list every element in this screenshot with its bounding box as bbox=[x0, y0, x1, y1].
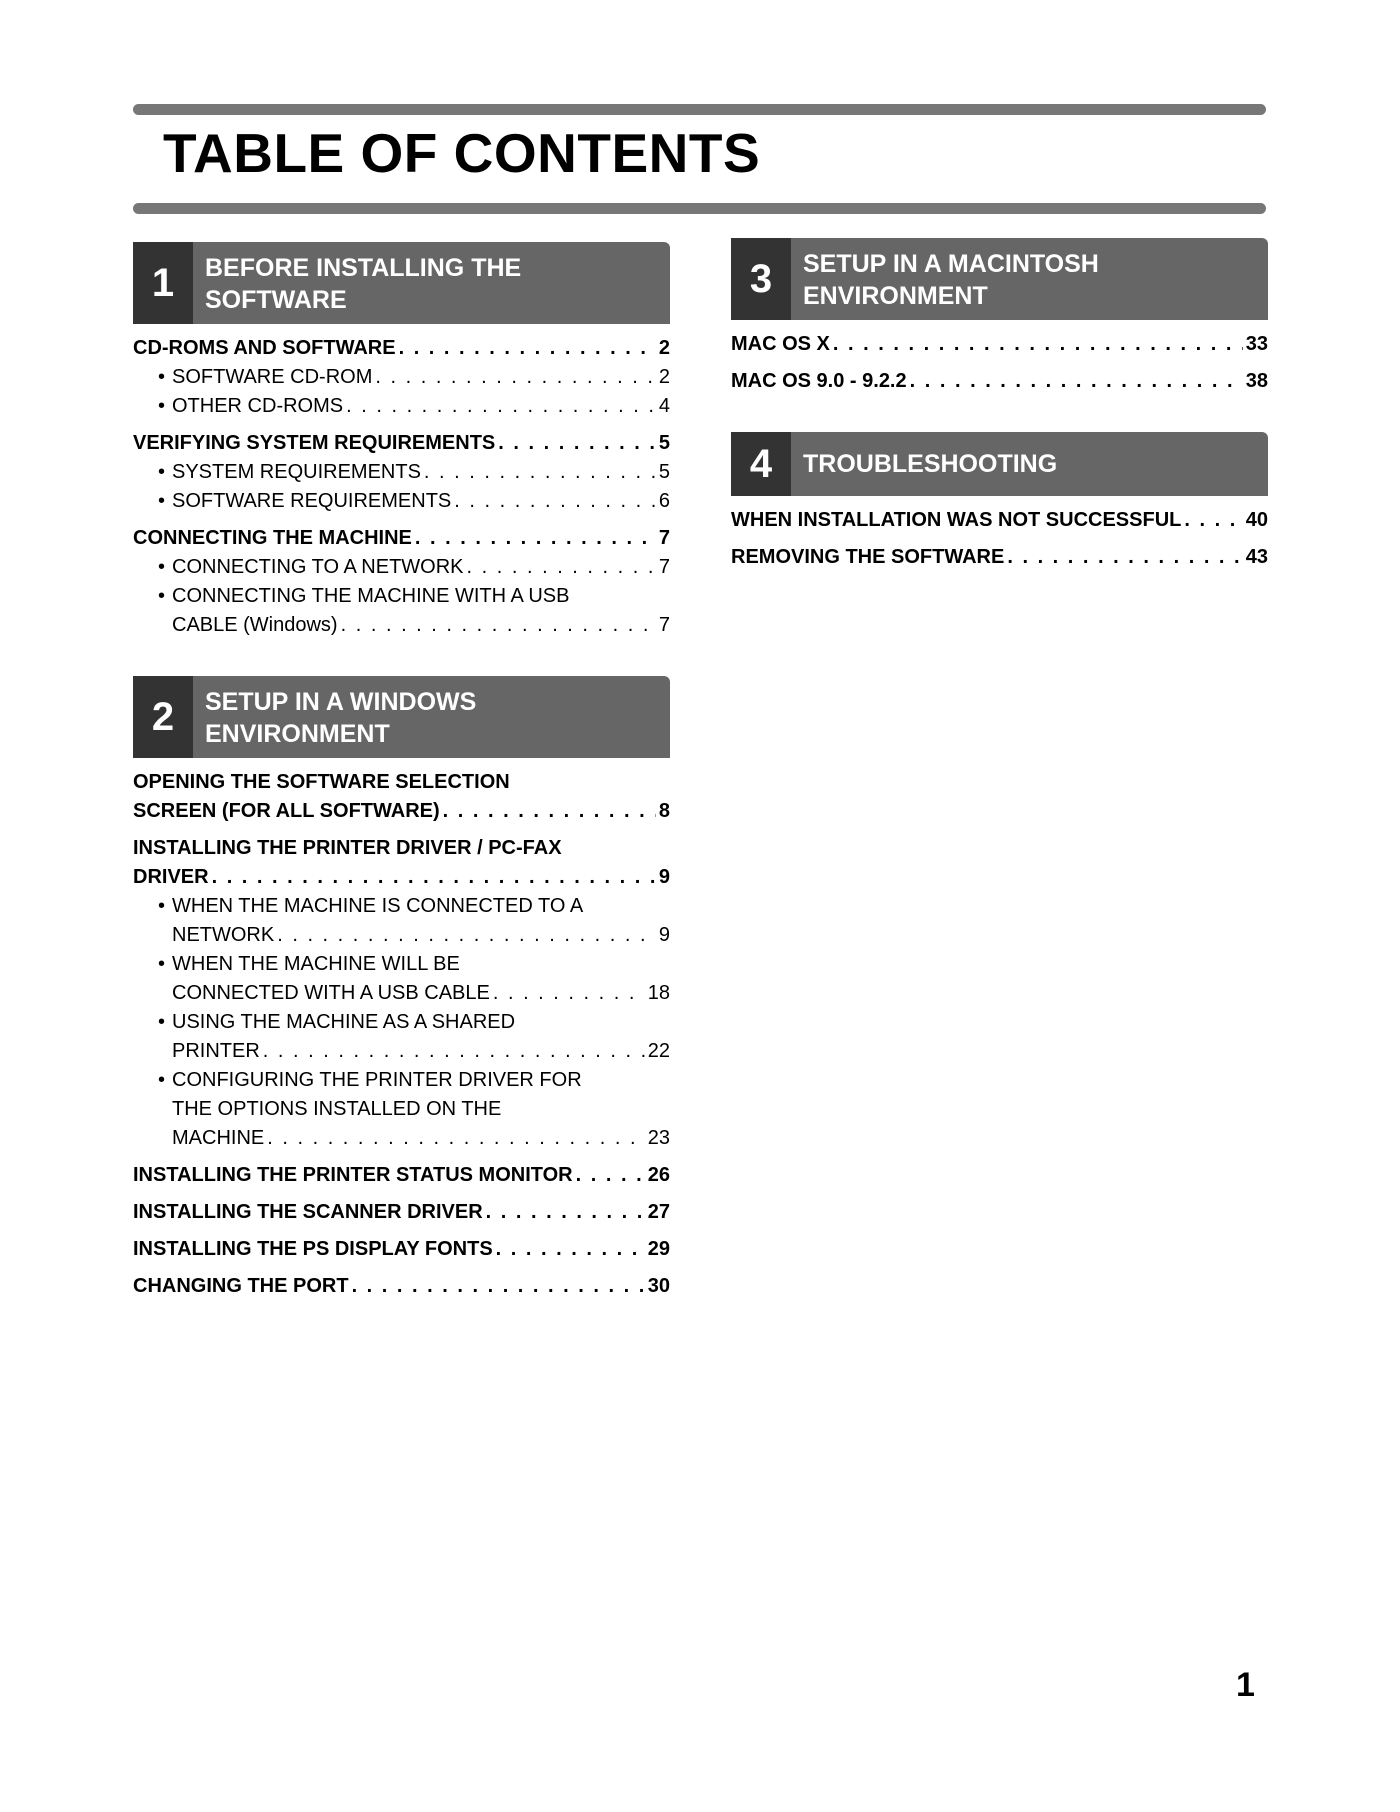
dot-leader bbox=[498, 429, 656, 458]
toc-entry[interactable] bbox=[731, 330, 1268, 359]
page-ref: 9 bbox=[658, 924, 670, 946]
page-ref: 26 bbox=[647, 1164, 670, 1186]
toc-entry[interactable] bbox=[133, 834, 670, 892]
bullet: • bbox=[158, 1011, 166, 1033]
entry-title: INSTALLING THE SCANNER DRIVER bbox=[133, 1201, 483, 1223]
bullet: • bbox=[158, 1069, 166, 1091]
section-1-header bbox=[133, 242, 670, 324]
entry-title-line: INSTALLING THE PRINTER DRIVER / PC-FAX bbox=[133, 837, 562, 859]
page-ref: 30 bbox=[647, 1275, 670, 1297]
section-title-line: SETUP IN A WINDOWS bbox=[205, 688, 477, 716]
section-2 bbox=[133, 676, 670, 1301]
page-number: 1 bbox=[1236, 1666, 1255, 1704]
page-ref: 27 bbox=[647, 1201, 670, 1223]
page-ref: 5 bbox=[658, 461, 670, 483]
entry-title: SOFTWARE CD-ROM bbox=[172, 366, 373, 388]
toc-right-column bbox=[731, 238, 1268, 608]
page-ref: 9 bbox=[658, 866, 670, 888]
entry-title-line: CONFIGURING THE PRINTER DRIVER FOR bbox=[172, 1069, 582, 1091]
page-ref: 18 bbox=[647, 982, 670, 1004]
top-rule bbox=[133, 104, 1266, 115]
toc-entry[interactable] bbox=[133, 1198, 670, 1227]
entry-title: PRINTER bbox=[172, 1040, 260, 1062]
dot-leader bbox=[212, 863, 656, 892]
entry-title: CHANGING THE PORT bbox=[133, 1275, 349, 1297]
toc-entry[interactable] bbox=[133, 429, 670, 458]
bullet: • bbox=[158, 895, 166, 917]
page-ref: 22 bbox=[647, 1040, 670, 1062]
bullet: • bbox=[158, 585, 166, 607]
dot-leader bbox=[467, 553, 656, 582]
entry-title: SYSTEM REQUIREMENTS bbox=[172, 461, 421, 483]
toc-entry[interactable] bbox=[133, 524, 670, 553]
bullet: • bbox=[158, 556, 166, 578]
dot-leader bbox=[496, 1235, 645, 1264]
entry-title: INSTALLING THE PS DISPLAY FONTS bbox=[133, 1238, 493, 1260]
page-ref: 7 bbox=[658, 527, 670, 549]
entry-title: CONNECTING TO A NETWORK bbox=[172, 556, 464, 578]
entry-title: DRIVER bbox=[133, 866, 209, 888]
dot-leader bbox=[454, 487, 656, 516]
page-ref: 6 bbox=[658, 490, 670, 512]
section-title-line: ENVIRONMENT bbox=[205, 720, 390, 748]
toc-entry[interactable] bbox=[133, 1161, 670, 1190]
dot-leader bbox=[375, 363, 656, 392]
bullet: • bbox=[158, 395, 166, 417]
bullet: • bbox=[158, 490, 166, 512]
entry-title: CONNECTING THE MACHINE bbox=[133, 527, 412, 549]
section-3 bbox=[731, 238, 1268, 396]
entry-title: VERIFYING SYSTEM REQUIREMENTS bbox=[133, 432, 496, 454]
entry-title: CABLE (Windows) bbox=[172, 614, 338, 636]
toc-entry[interactable] bbox=[133, 768, 670, 826]
toc-subentry[interactable] bbox=[133, 950, 670, 1008]
toc-subentry[interactable] bbox=[133, 1008, 670, 1066]
page-ref: 2 bbox=[658, 366, 670, 388]
toc-entry[interactable] bbox=[731, 543, 1268, 572]
entry-title-line: CONNECTING THE MACHINE WITH A USB bbox=[172, 585, 570, 607]
page-title: TABLE OF CONTENTS bbox=[163, 122, 761, 184]
section-title-line: BEFORE INSTALLING THE bbox=[205, 254, 522, 282]
entry-title: CONNECTED WITH A USB CABLE bbox=[172, 982, 490, 1004]
entry-title: NETWORK bbox=[172, 924, 275, 946]
section-1 bbox=[133, 242, 670, 640]
section-title-line: TROUBLESHOOTING bbox=[803, 450, 1058, 478]
dot-leader bbox=[1184, 506, 1242, 535]
toc-subentry[interactable] bbox=[133, 458, 670, 487]
section-title bbox=[205, 252, 660, 316]
dot-leader bbox=[1007, 543, 1242, 572]
bullet: • bbox=[158, 366, 166, 388]
dot-leader bbox=[277, 921, 656, 950]
entry-title: SCREEN (FOR ALL SOFTWARE) bbox=[133, 800, 440, 822]
entry-title: MACHINE bbox=[172, 1127, 265, 1149]
section-number: 4 bbox=[731, 432, 791, 496]
section-number: 3 bbox=[731, 238, 791, 320]
section-title bbox=[803, 248, 1258, 312]
toc-subentry[interactable] bbox=[133, 892, 670, 950]
toc-left-column bbox=[133, 242, 670, 1337]
entry-title: MAC OS 9.0 - 9.2.2 bbox=[731, 370, 907, 392]
page-ref: 2 bbox=[658, 337, 670, 359]
toc-subentry[interactable] bbox=[133, 582, 670, 640]
toc-subentry[interactable] bbox=[133, 487, 670, 516]
page-ref: 23 bbox=[647, 1127, 670, 1149]
toc-subentry[interactable] bbox=[133, 1066, 670, 1153]
dot-leader bbox=[341, 611, 656, 640]
entry-title-line: THE OPTIONS INSTALLED ON THE bbox=[172, 1098, 502, 1120]
section-4-header bbox=[731, 432, 1268, 496]
toc-subentry[interactable] bbox=[133, 553, 670, 582]
entry-title: REMOVING THE SOFTWARE bbox=[731, 546, 1005, 568]
page-ref: 7 bbox=[658, 556, 670, 578]
entry-title-line: OPENING THE SOFTWARE SELECTION bbox=[133, 771, 510, 793]
toc-entry[interactable] bbox=[133, 1235, 670, 1264]
page-ref: 33 bbox=[1245, 333, 1268, 355]
page-ref: 4 bbox=[658, 395, 670, 417]
entry-title: WHEN INSTALLATION WAS NOT SUCCESSFUL bbox=[731, 509, 1182, 531]
section-title bbox=[803, 448, 1258, 480]
section-title-line: SOFTWARE bbox=[205, 286, 347, 314]
page-ref: 40 bbox=[1245, 509, 1268, 531]
section-3-header bbox=[731, 238, 1268, 320]
bullet: • bbox=[158, 953, 166, 975]
entry-title: OTHER CD-ROMS bbox=[172, 395, 344, 417]
toc-entry[interactable] bbox=[731, 506, 1268, 535]
dot-leader bbox=[415, 524, 656, 553]
section-4 bbox=[731, 432, 1268, 572]
dot-leader bbox=[352, 1272, 645, 1301]
entry-title-line: WHEN THE MACHINE WILL BE bbox=[172, 953, 460, 975]
page-ref: 7 bbox=[658, 614, 670, 636]
dot-leader bbox=[424, 458, 656, 487]
toc-entry[interactable] bbox=[133, 1272, 670, 1301]
dot-leader bbox=[833, 330, 1243, 359]
dot-leader bbox=[493, 979, 645, 1008]
dot-leader bbox=[346, 392, 656, 421]
page-ref: 8 bbox=[658, 800, 670, 822]
title-underline-rule bbox=[133, 203, 1266, 214]
entry-title-line: USING THE MACHINE AS A SHARED bbox=[172, 1011, 516, 1033]
toc-entry[interactable] bbox=[133, 334, 670, 363]
page-ref: 38 bbox=[1245, 370, 1268, 392]
entry-title: INSTALLING THE PRINTER STATUS MONITOR bbox=[133, 1164, 573, 1186]
dot-leader bbox=[576, 1161, 645, 1190]
dot-leader bbox=[910, 367, 1243, 396]
dot-leader bbox=[399, 334, 656, 363]
dot-leader bbox=[486, 1198, 645, 1227]
dot-leader bbox=[443, 797, 656, 826]
section-title-line: SETUP IN A MACINTOSH bbox=[803, 250, 1099, 278]
entry-title: MAC OS X bbox=[731, 333, 830, 355]
page-ref: 5 bbox=[658, 432, 670, 454]
dot-leader bbox=[263, 1037, 645, 1066]
toc-subentry[interactable] bbox=[133, 392, 670, 421]
dot-leader bbox=[267, 1124, 645, 1153]
page-ref: 43 bbox=[1245, 546, 1268, 568]
page-ref: 29 bbox=[647, 1238, 670, 1260]
section-2-header bbox=[133, 676, 670, 758]
section-number: 1 bbox=[133, 242, 193, 324]
section-title-line: ENVIRONMENT bbox=[803, 282, 988, 310]
section-title bbox=[205, 686, 660, 750]
toc-entry[interactable] bbox=[731, 367, 1268, 396]
bullet: • bbox=[158, 461, 166, 483]
entry-title-line: WHEN THE MACHINE IS CONNECTED TO A bbox=[172, 895, 584, 917]
entry-title: CD-ROMS AND SOFTWARE bbox=[133, 337, 396, 359]
entry-title: SOFTWARE REQUIREMENTS bbox=[172, 490, 452, 512]
toc-subentry[interactable] bbox=[133, 363, 670, 392]
section-number: 2 bbox=[133, 676, 193, 758]
